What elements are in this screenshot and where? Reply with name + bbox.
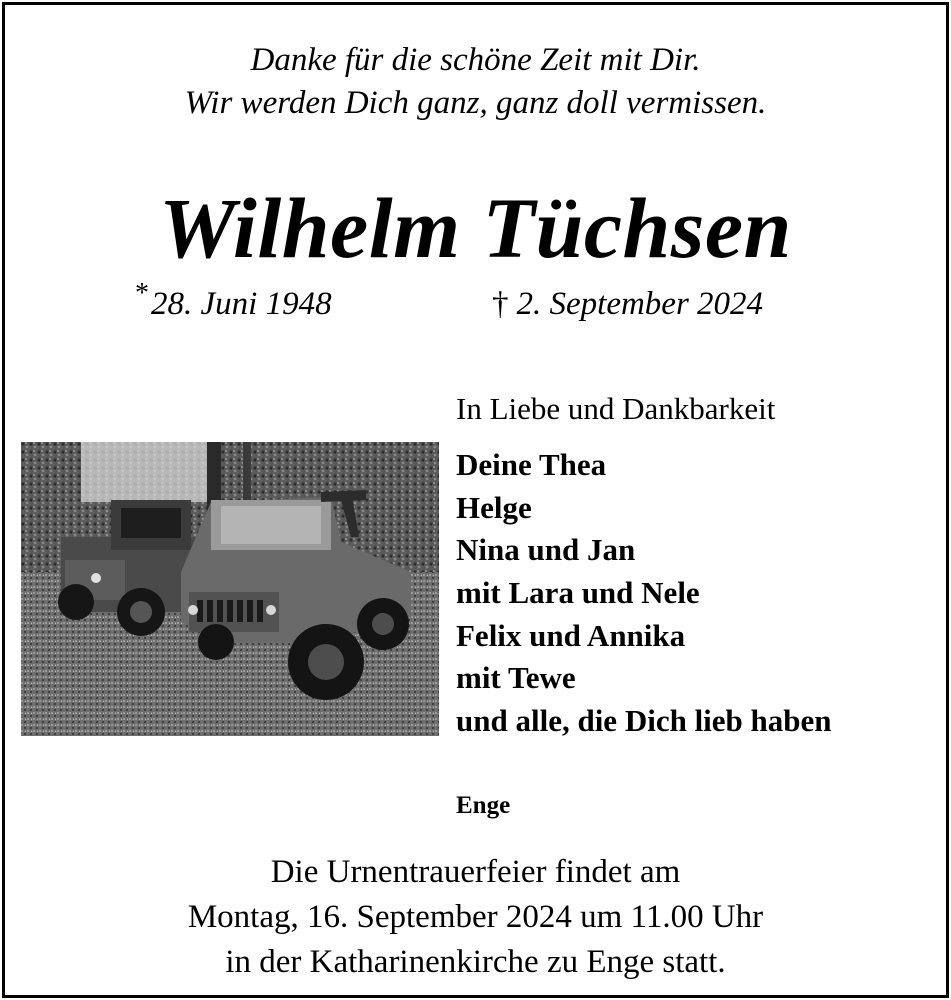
mourner-name: und alle, die Dich lieb haben — [456, 703, 832, 739]
service-line-1: Die Urnentrauerfeier findet am — [270, 854, 681, 890]
birth-star-icon: * — [135, 278, 149, 309]
obituary-notice — [2, 2, 949, 998]
quote-line-1: Danke für die schöne Zeit mit Dir. — [250, 42, 701, 78]
service-line-2: Montag, 16. September 2024 um 11.00 Uhr — [187, 899, 764, 935]
death-date: 2. September 2024 — [516, 286, 764, 322]
mourner-name: Nina und Jan — [456, 532, 636, 568]
deceased-name: Wilhelm Tüchsen — [159, 180, 792, 276]
mourner-name: Deine Thea — [456, 447, 607, 482]
service-announcement — [5, 850, 946, 985]
mourner-name: mit Tewe — [456, 660, 576, 696]
mourners-intro: In Liebe und Dankbarkeit — [456, 391, 776, 426]
mourner-name: mit Lara und Nele — [456, 575, 700, 611]
birth-date-line — [135, 278, 332, 326]
death-cross-icon: † — [492, 286, 509, 322]
mourner-name: Felix und Annika — [456, 617, 686, 653]
quote-line-2: Wir werden Dich ganz, ganz doll vermissen. — [184, 85, 767, 121]
memorial-photo — [21, 442, 439, 736]
death-date-line — [492, 284, 763, 324]
service-line-3: in der Katharinenkirche zu Enge statt. — [225, 944, 726, 980]
place-name: Enge — [456, 792, 511, 819]
mourners-list — [456, 444, 832, 743]
trucks-photo-image — [21, 442, 439, 736]
mourner-name: Helge — [456, 489, 532, 525]
birth-date: 28. Juni 1948 — [151, 286, 332, 322]
